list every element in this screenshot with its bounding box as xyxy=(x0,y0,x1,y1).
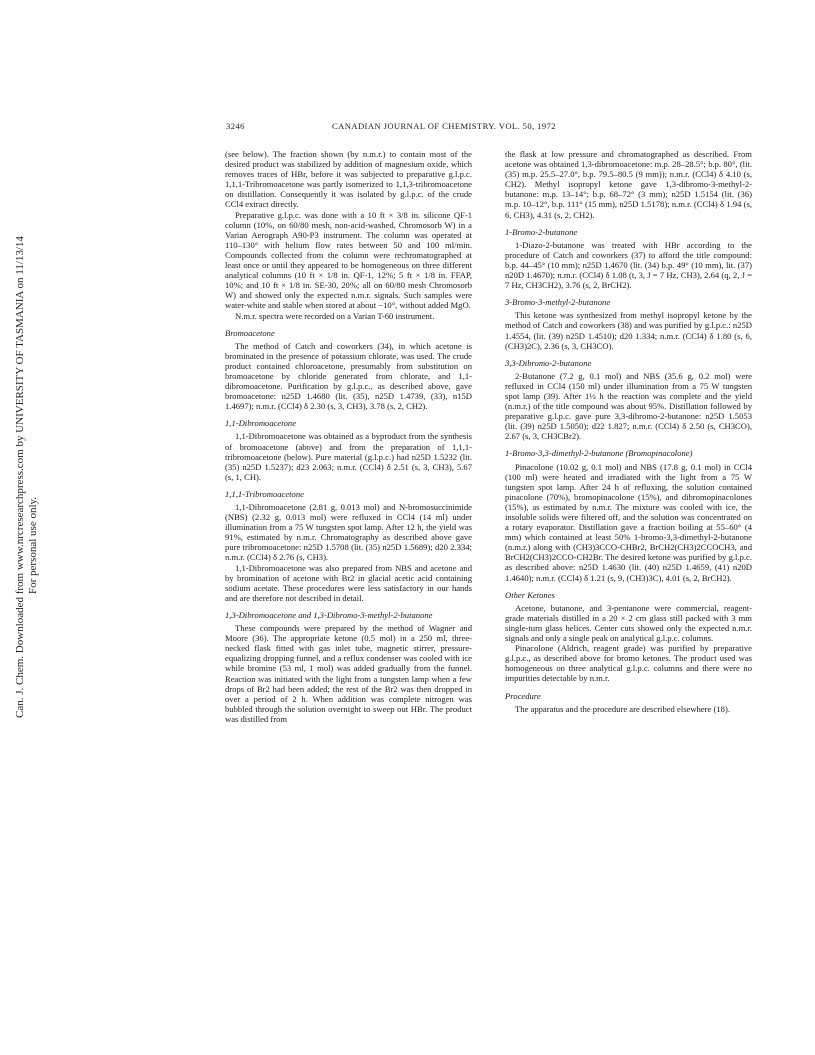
paragraph: N.m.r. spectra were recorded on a Varian T-60 instrument. xyxy=(235,310,435,321)
paragraph: Preparative g.l.p.c. was done with a 10 ft × 3/8 in. silicone QF-1 column (10%, on 60/80 mesh, non-acid-washed, Chromosorb W) in a Varian Aerograph A90-P3 instrument. The column was operated at 110–130° with helium flow rates between 50 and 100 ml/min. Compounds collected from the column were rechromatographed at least once or until they appeared to be homogeneous on three different analytical columns (10 ft × 1/8 in. QF-1, 12%; 5 ft × 1/8 in. FFAP, 10%; and 10 ft × 1/8 in. SE-30, 20%; all on 60/80 mesh Chromosorb W) and showed only the expected n.m.r. signals. Such samples were water-white and stable when stored at about −10°, without added MgO. xyxy=(225,209,472,311)
section-heading: Procedure xyxy=(505,690,541,701)
paragraph: 1,1-Dibromoacetone (2.81 g, 0.013 mol) and N-bromosuccinimide (NBS) (2.32 g, 0.013 mol) were refluxed in CCl4 (14 ml) under illumination from a 75 W tungsten spot lamp. After 12 h, the yield was 91%, estimated by n.m.r. Chromatography as described above gave pure tribromoacetone: n25D 1.5708 (lit. (35) n25D 1.5689); d20 2.334; n.m.r. (CCl4) δ 2.76 (s, CH3). xyxy=(225,502,472,563)
paragraph: Pinacolone (10.02 g, 0.1 mol) and NBS (17.8 g, 0.1 mol) in CCl4 (100 ml) were heated and irradiated with the light from a 75 W tungsten spot lamp. After 24 h of refluxing, the solution contained pinacolone (70%), bromopinacolone (15%), and dibromopinacolones (15%), as estimated by n.m.r. The mixture was cooled with ice, the insoluble solids were filtered off, and the solution was concentrated on a rotary evaporator. Distillation gave a fraction boiling at 55–60° (4 mm) which contained at least 50% 1-bromo-3,3-dimethyl-2-butanone (n.m.r.) along with (CH3)3CCO-CHBr2, BrCH2(CH3)2CCOCH3, and BrCH2(CH3)2CCO-CH2Br. The desired ketone was purified by g.l.p.c. as described above: n25D 1.4630 (lit. (40) n25D 1.4659, (41) n20D 1.4640); n.m.r. (CCl4) δ 1.21 (s, 9, (CH3)3C), 4.01 (s, 2, BrCH2). xyxy=(505,461,752,583)
paragraph: This ketone was synthesized from methyl isopropyl ketone by the method of Catch and coworkers (38) and was purified by g.l.p.c.: n25D 1.4554, (lit. (39) n25D 1.4510); d20 1.334; n.m.r. (CCl4) δ 1.80 (s, 6, (CH3)2C), 2.36 (s, 3, CH3CO). xyxy=(505,310,752,351)
paragraph: Acetone, butanone, and 3-pentanone were commercial, reagent-grade materials distilled in a 20 × 2 cm glass still packed with 3 mm single-turn glass helices. Center cuts showed only the expected n.m.r. signals and only a single peak on analytical g.l.p.c. columns. xyxy=(505,602,752,644)
section-heading: 3-Bromo-3-methyl-2-butanone xyxy=(505,297,611,308)
watermark-personal-use-line: For personal use only. xyxy=(27,496,39,594)
paragraph: Pinacolone (Aldrich, reagent grade) was purified by preparative g.l.p.c., as described above for bromo ketones. The product used was homogeneous on three analytical g.l.p.c. columns and there were no impurities detectable by n.m.r. xyxy=(505,643,752,684)
section-heading: 1,1,1-Tribromoacetone xyxy=(225,488,304,499)
section-heading: Bromoacetone xyxy=(225,327,275,338)
paragraph: 1,1-Dibromoacetone was also prepared from NBS and acetone and by bromination of acetone with Br2 in glacial acetic acid containing sodium acetate. These procedures were less satisfactory in our hands and are therefore not described in detail. xyxy=(225,562,472,603)
paragraph: the flask at low pressure and chromatographed as described. From acetone was obtained 1,3-dibromoacetone: m.p. 28–28.5°; b.p. 80°, (lit. (35) m.p. 25.5–27.0°, b.p. 79.5–80.5 (9 mm)); n.m.r. (CCl4) δ 4.10 (s, CH2). Methyl isopropyl ketone gave 1,3-dibromo-3-methyl-2-butanone: m.p. 13–14°; b.p. 68–72° (3 mm); n25D 1.5154 (lit. (36) m.p. 10–12°, b.p. 111° (15 mm), n25D 1.5178); n.m.r. (CCl4) δ 1.94 (s, 6, CH3), 4.31 (s, 2, CH2). xyxy=(505,149,752,220)
download-watermark xyxy=(10,112,39,872)
page-number: 3246 xyxy=(226,121,245,131)
paragraph: The apparatus and the procedure are described elsewhere (18). xyxy=(515,703,730,714)
running-header xyxy=(226,121,698,133)
right-column xyxy=(505,149,752,714)
section-heading: 3,3-Dibromo-2-butanone xyxy=(505,357,592,368)
left-column xyxy=(225,149,472,724)
paragraph: 1-Diazo-2-butanone was treated with HBr according to the procedure of Catch and coworkers (37) to afford the title compound: b.p. 44–45° (10 mm); n25D 1.4670 (lit. (34) b.p. 49° (10 mm), lit. (37) n20D 1.4670); n.m.r. (CCl4) δ 1.08 (t, 3, J = 7 Hz, CH3), 2.64 (q, 2, J = 7 Hz, CH3CH2), 3.76 (s, 2, BrCH2). xyxy=(505,239,752,291)
section-heading: 1-Bromo-3,3-dimethyl-2-butanone (Bromopinacolone) xyxy=(505,448,693,459)
section-heading: Other Ketones xyxy=(505,589,555,600)
paragraph: The method of Catch and coworkers (34), in which acetone is brominated in the presence of potassium chlorate, was used. The crude product contained chloroacetone, presumably from substitution on bromoacetone by chloride generated from chlorate, and 1,1-dibromoacetone. Purification by g.l.p.c., as described above, gave bromoacetone: n25D 1.4680 (lit. (35), n25D 1.4739, (33), n15D 1.4697); n.m.r. (CCl4) δ 2.30 (s, 3, CH3), 3.78 (s, 2, CH2). xyxy=(225,340,472,412)
paragraph: 1,1-Dibromoacetone was obtained as a byproduct from the synthesis of bromoacetone (above) and from the preparation of 1,1,1-tribromoacetone (below). Pure material (g.l.p.c.) had n25D 1.5232 (lit. (35) n25D 1.5237); d23 2.063; n.m.r. (CCl4) δ 2.51 (s, 3, CH3), 5.67 (s, 1, CH). xyxy=(225,431,472,482)
section-heading: 1,3-Dibromoacetone and 1,3-Dibromo-3-methyl-2-butanone xyxy=(225,609,433,620)
paragraph: These compounds were prepared by the method of Wagner and Moore (36). The appropriate ketone (0.5 mol) in a 250 ml, three-necked flask fitted with gas inlet tube, magnetic stirrer, pressure-equalizing dropping funnel, and a reflux condenser was cooled with ice while bromine (53 ml, 1 mol) was added gradually from the funnel. Reaction was initiated with the light from a tungsten lamp when a few drops of Br2 had been added; the rest of the Br2 was then dropped in over a period of 2 h. When addition was complete nitrogen was bubbled through the solution overnight to sweep out HBr. The product was distilled from xyxy=(225,623,472,724)
paragraph: (see below). The fraction shown (by n.m.r.) to contain most of the desired product was stabilized by addition of magnesium oxide, which removes traces of HBr, before it was subjected to preparative g.l.p.c. 1,1,1-Tribromoacetone was partly isomerized to 1,1,3-tribromoacetone on distillation. Consequently it was isolated by g.l.p.c. of the crude CCl4 extract directly. xyxy=(225,149,472,210)
journal-title: CANADIAN JOURNAL OF CHEMISTRY. VOL. 50, 1972 xyxy=(332,121,556,131)
section-heading: 1-Bromo-2-butanone xyxy=(505,226,578,237)
section-heading: 1,1-Dibromoacetone xyxy=(225,418,297,429)
paragraph: 2-Butanone (7.2 g, 0.1 mol) and NBS (35.6 g, 0.2 mol) were refluxed in CCl4 (150 ml) under illumination from a 75 W tungsten spot lamp (39). After 1½ h the reaction was complete and the yield (n.m.r.) of the title compound was about 95%. Distillation followed by preparative g.l.p.c. gave pure 3,3-dibromo-2-butanone: n25D 1.5053 (lit. (39) n25D 1.5050); d22 1.827; n.m.r. (CCl4) δ 2.50 (s, CH3CO), 2.67 (s, 3, CH3CBr2). xyxy=(505,370,752,442)
watermark-download-line: Can. J. Chem. Downloaded from www.nrcresearchpress.com by UNIVERSITY OF TASMANIA on 11/13/14 xyxy=(14,236,26,718)
